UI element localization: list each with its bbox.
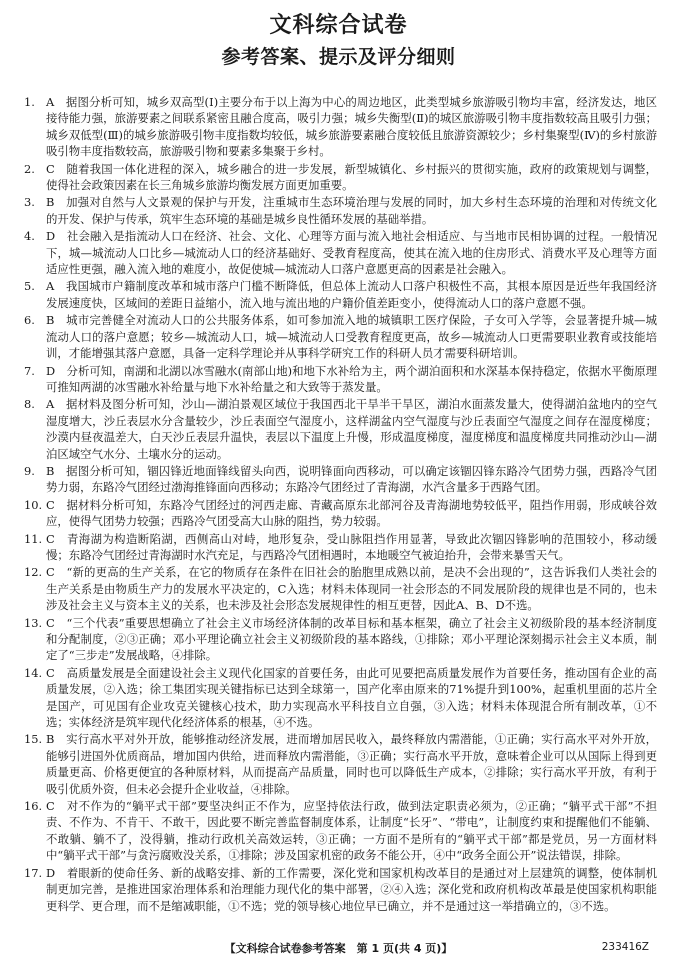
item-text: D 分析可知，南湖和北湖以冰雪融水(南部山地)和地下水补给为主，两个湖泊面积和水深基本保持稳定，依据水平衡原理可推知两湖的冰雪融水补给量与地下水补给量之和大致等于蒸发量。 [46,363,657,394]
answer-item-12 [24,564,657,613]
item-number: 17. [24,865,43,880]
item-number: 10. [24,497,43,512]
answer-item-7 [24,363,657,396]
item-text: B 实行高水平对外开放，能够推动经济发展，进而增加居民收入，最终释放内需潜能，①正确；实行高水平对外开放，能够引进国外优质商品，增加国内供给，进而释放内需潜能，③正确；实行高水平开放，意味着企业可以从国际上得到更质量更高、价格更便宜的各种原材料，从而提高产品质量，同时也可以降低生产成本，②排除；实行高水平开放，有利于吸引优质外资，但未必会提升企业收益，④排除。 [46,732,657,796]
answer-item-2 [24,161,657,194]
answer-item-3 [24,194,657,227]
item-text: A 我国城市户籍制度改革和城市落户门槛不断降低，但总体上流动人口落户积极性不高，其根本原因是近些年我国经济发展速度快，区域间的差距日益缩小，流入地与流出地的户籍价值差距变小，使得流动人口的落户意愿不强。 [46,279,657,310]
page-footer: 【文科综合试卷参考答案 第 1 页(共 4 页)】 [224,942,453,955]
item-number: 16. [24,799,43,814]
answer-item-15 [24,731,657,797]
item-text: D 社会融入是指流动人口在经济、社会、文化、心理等方面与流入地社会相适应、与当地市民相协调的过程。一般情况下，城—城流动人口比乡—城流动人口的经济基础好、受教育程度高，使其在流入地的住房形式、消费水平及心理等方面适应性更强，融入流入地的难度小，故促使城—城流动人口落户意愿更高的因素是社会融入。 [46,229,657,277]
item-text: B 加强对自然与人文景观的保护与开发，注重城市生态环境治理与发展的同时，加大乡村生态环境的治理和对传统文化的开发、保护与传承，筑牢生态环境的基础是城乡良性循环发展的基础举措。 [46,195,657,226]
answer-item-6 [24,312,657,361]
item-number: 12. [24,565,43,580]
answer-item-10 [24,497,657,530]
answer-item-17 [24,865,657,914]
answer-item-16 [24,798,657,864]
item-number: 5. [24,279,35,294]
item-number: 4. [24,229,35,244]
item-number: 6. [24,313,35,328]
item-text: B 城市完善健全对流动人口的公共服务体系，如可参加流入地的城镇职工医疗保险，子女可入学等，会显著提升城—城流动人口的落户意愿；较乡—城流动人口，城—城流动人口受教育程度更高，故乡—城流动人口更需要职业教育或技能培训，才能增强其落户意愿，具备一定科学理论并从事科学研究工作的科研人员才需要科研培训。 [46,313,657,361]
item-number: 1. [24,95,35,109]
page-title: 文科综合试卷 [269,13,408,38]
item-text: C 随着我国一体化进程的深入，城乡融合的进一步发展，新型城镇化、乡村振兴的贯彻实施，政府的政策规划与调整，使得社会政策因素在长三角城乡旅游均衡发展方面更加重要。 [46,161,657,193]
item-text: D 着眼新的使命任务、新的战略安排、新的工作需要，深化党和国家机构改革目的是通过对上层建筑的调整，使体制机制更加完善，是推进国家治理体系和治理能力现代化的集中部署，②④入选；深化党和政府机构改革最是使国家机构职能更科学、更合理，而不是缩减职能，①不选；党的领导核心地位早已确立，并不是通过这一举措确立的，③不选。 [46,865,657,913]
answer-item-13 [24,615,657,664]
answer-item-8 [24,396,657,462]
item-number: 2. [24,161,35,176]
answer-item-1 [24,94,657,160]
item-number: 7. [24,363,35,378]
item-text: A 据材料及图分析可知，沙山—湖泊景观区域位于我国西北干旱半干旱区，湖泊水面蒸发量大，使得湖泊盆地内的空气湿度增大，沙丘表层水分含量较少，沙丘表面空气湿度小，这样湖盆内空气湿度与沙丘表面空气湿度之间存在湿度梯度；沙漠内昼夜温差大，白天沙丘表层升温快，表层以下温度上升慢，形成温度梯度，湿度梯度和温度梯度共同推动沙山—湖泊区域空气水分、土壤水分的运动。 [46,397,657,461]
document-code: 233416Z [601,941,649,953]
answer-item-14 [24,665,657,731]
answer-item-5 [24,278,657,311]
item-number: 13. [24,615,43,630]
item-text: A 据图分析可知，城乡双高型(Ⅰ)主要分布于以上海为中心的周边地区，此类型城乡旅游吸引物均丰富，经济发达，地区接待能力强，旅游要素之间联系紧密且融合度高，吸引力强；城乡失衡型(Ⅱ)的城区旅游吸引物丰度指数较高且吸引力强；城乡双低型(Ⅲ)的城乡旅游吸引物丰度指数均较低，城乡旅游要素融合度较低且旅游资源较少；乡村集聚型(Ⅳ)的乡村旅游吸引物丰度指数较高，旅游吸引物和要素多集聚于乡村。 [46,95,657,159]
item-number: 9. [24,463,35,478]
item-text: C 青海湖为构造断陷湖，西侧高山对峙，地形复杂，受山脉阻挡作用显著，导致此次锢囚锋影响的范围较小，移动缓慢；东路冷气团经过青海湖时水汽充足，与西路冷气团相遇时，本地暖空气被迫抬升，会带来暴雪天气。 [46,531,657,562]
item-number: 8. [24,397,35,412]
item-text: C 对不作为的“躺平式干部”要坚决纠正不作为，应坚持依法行政，做到法定职责必须为，②正确；“躺平式干部”不担责、不作为、不肯干、不敢干，因此要不断完善监督制度体系，让制度“长牙”、“带电”，让制度约束和提醒他们不能躺、不敢躺、躺不了，没得躺，推动行政机关高效运转，③正确；一方面不是所有的“躺平式干部”都是党员，另一方面材料中“躺平式干部”与贪污腐败没关系，①排除；涉及国家机密的政务不能公开，④中“政务全面公开”说法错误，排除。 [46,799,657,863]
answer-list [24,94,657,915]
page-subtitle: 参考答案、提示及评分细则 [221,46,456,68]
item-number: 11. [24,531,43,546]
item-number: 14. [24,665,43,680]
item-text: C 据材料分析可知，东路冷气团经过的河西走廊、青藏高原东北部河谷及青海湖地势较低平，阻挡作用弱，形成峡谷效应，使得气团势力较强；西路冷气团受高大山脉的阻挡，势力较弱。 [46,497,657,529]
answer-item-4 [24,228,657,277]
item-number: 15. [24,732,43,747]
item-text: C 高质量发展是全面建设社会主义现代化国家的首要任务，由此可见要把高质量发展作为首要任务，推动国有企业的高质量发展，②入选；徐工集团实现关键指标已达到全球第一，国产化率由原来的71%提升到100%，起重机里面的芯片全是国产，可见国有企业攻克关键核心技术，助力实现高水平科技自立自强，③入选；材料未体现混合所有制改革，①不选；实体经济是筑牢现代化经济体系的根基，④不选。 [46,665,657,730]
answer-item-11 [24,531,657,564]
item-text: B 据图分析可知，锢囚锋近地面锋线留头向西，说明锋面向西移动，可以确定该锢囚锋东路冷气团势力强，西路冷气团势力弱，东路冷气团经过渤海推锋面向西移动；东路冷气团经过了青海湖，水汽含量多于西路气团。 [46,463,657,495]
answer-item-9 [24,463,657,496]
item-number: 3. [24,195,35,210]
item-text: C “新的更高的生产关系，在它的物质存在条件在旧社会的胎胞里成熟以前，是决不会出现的”，这告诉我们人类社会的生产关系是由物质生产力的发展水平决定的，C入选；材料未体现同一社会形态的不同发展阶段的规律也是不同的，也未涉及社会主义与资本主义的关系，也未涉及社会形态发展规律性的相互更替，因此A、B、D不选。 [46,565,657,613]
item-text: C “三个代表”重要思想确立了社会主义市场经济体制的改革目标和基本框架，确立了社会主义初级阶段的基本经济制度和分配制度，②③正确；邓小平理论确立社会主义初级阶段的基本路线，①排除；邓小平理论深刻揭示社会主义本质，制定了“三步走”发展战略，④排除。 [46,615,657,663]
